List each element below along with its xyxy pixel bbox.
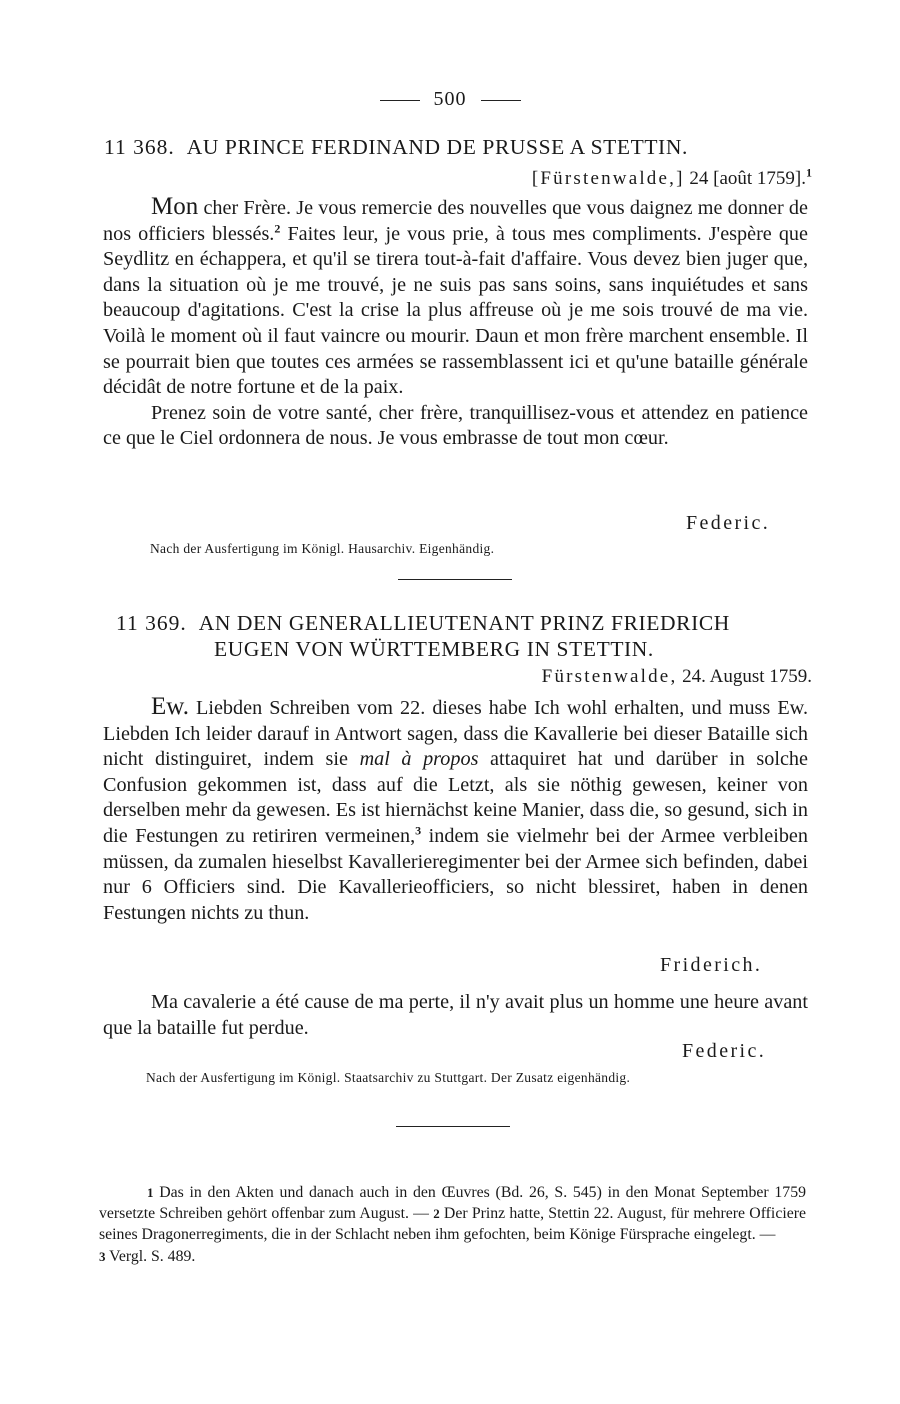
postscript — [103, 990, 808, 1041]
letter-body — [103, 694, 808, 926]
paragraph-initial-word: Ew. — [151, 693, 189, 720]
letter-title — [116, 610, 806, 662]
footnote-text: Das in den Akten und danach auch in den Œuvres (Bd. 26, S. 545) in den Monat September 1759 versetzte Schreiben gehört offenbar zum August. — — [99, 1184, 806, 1223]
footnote-text: Vergl. S. 489. — [109, 1247, 196, 1265]
letter-dateline — [531, 165, 812, 190]
letter-heading-line2: EUGEN VON WÜRTTEMBERG IN STETTIN. — [214, 637, 654, 661]
footnote-number: 1 — [147, 1185, 154, 1200]
dateline-place: [Fürstenwalde,] — [531, 168, 685, 189]
letter-signature: Friderich. — [660, 954, 763, 976]
footnote — [99, 1182, 806, 1267]
footnote-text: Der Prinz hatte, Stettin 22. August, für mehrere Officiere seines Dragonerregiments, die in der Schlacht neben ihm gefochten, beim Könige Fürsprache eingelegt. — — [99, 1205, 807, 1244]
paragraph-initial-word: Mon — [151, 193, 199, 220]
letter-number: 11 368. — [104, 135, 175, 159]
dateline-date: 24 [août 1759]. — [689, 168, 806, 189]
source-note: Nach der Ausfertigung im Königl. Hausarchiv. Eigenhändig. — [150, 541, 495, 556]
letter-heading: AU PRINCE FERDINAND DE PRUSSE A STETTIN. — [186, 135, 688, 159]
letter-paragraph: Mon cher Frère. Je vous remercie des nouvelles que vous daignez me donner de nos officiers blessés.$^2$ Faites leur, je vous prie, à tous mes compliments. J'espère que Seydlitz en échappera, et qu'il se tirera tout-à-fait d'affaire. Vous devez bien juger que, dans la situation où je me trouvé, je ne suis pas sans soins, sans inquiétudes et sans beaucoup d'agitations. C'est la crise la plus affreuse où je me sois trouvé de ma vie. Voilà le moment où il faut vaincre ou mourir. Daun et mon frère marchent ensemble. Il se pourrait bien que toutes ces armées se rassemblassent ici et qu'une bataille générale décidât de notre fortune et de la paix. — [103, 193, 808, 399]
footnotes — [99, 1182, 806, 1267]
letter-title — [104, 134, 804, 160]
letter-signature: Federic. — [686, 512, 771, 534]
header-dash-right — [481, 100, 521, 101]
source-note: Nach der Ausfertigung im Königl. Staatsarchiv zu Stuttgart. Der Zusatz eigenhändig. — [146, 1070, 631, 1085]
letter-paragraph: Prenez soin de votre santé, cher frère, tranquillisez-vous et attendez en patience ce que le Ciel ordonnera de nous. Je vous embrasse de tout mon cœur. — [103, 401, 808, 450]
postscript-signature: Federic. — [682, 1040, 767, 1062]
footnote-ref: 2 — [274, 220, 281, 235]
italic-phrase: mal à propos — [359, 748, 479, 771]
letter-heading: AN DEN GENERALLIEUTENANT PRINZ FRIEDRICH — [198, 611, 730, 635]
page-number: 500 — [433, 88, 467, 110]
postscript-paragraph: Ma cavalerie a été cause de ma perte, il n'y avait plus un homme une heure avant que la bataille fut perdue. — [103, 991, 808, 1039]
dateline-date: 24. August 1759. — [682, 666, 812, 687]
letter-number: 11 369. — [116, 611, 187, 635]
section-divider — [398, 579, 512, 580]
dateline-place: Fürstenwalde, — [541, 666, 678, 687]
footnote-number: 3 — [99, 1248, 106, 1264]
page-header — [0, 88, 900, 111]
footnote-number: 2 — [433, 1206, 440, 1222]
footnote-ref: 3 — [415, 823, 422, 838]
header-dash-left — [380, 100, 420, 101]
letter-paragraph: Ew. Liebden Schreiben vom 22. dieses habe Ich wohl erhalten, und muss Ew. Liebden Ich leider darauf in Antwort sagen, dass die Kavallerie bei dieser Bataille sich nicht distinguiret, indem sie mal à propos attaquiret hat und darüber in solche Confusion gekommen ist, dass auf die Letzt, als sie nöthig gewesen, keiner von derselben mehr da gewesen. Es ist hiernächst keine Manier, dass die, so gesund, sich in die Festungen zu retiriren vermeinen,$^3$ indem sie vielmehr bei der Armee verbleiben müssen, da zumalen hieselbst Kavallerieregimenter bei der Armee sich befinden, dabei nur 6 Officiers sind. Die Kavallerieofficiers, so nicht blessiret, haben in denen Festungen nichts zu thun. — [103, 693, 808, 924]
section-divider — [396, 1126, 510, 1127]
letter-dateline — [542, 666, 812, 688]
letter-body — [103, 194, 808, 452]
footnote-ref: 1 — [806, 165, 812, 180]
